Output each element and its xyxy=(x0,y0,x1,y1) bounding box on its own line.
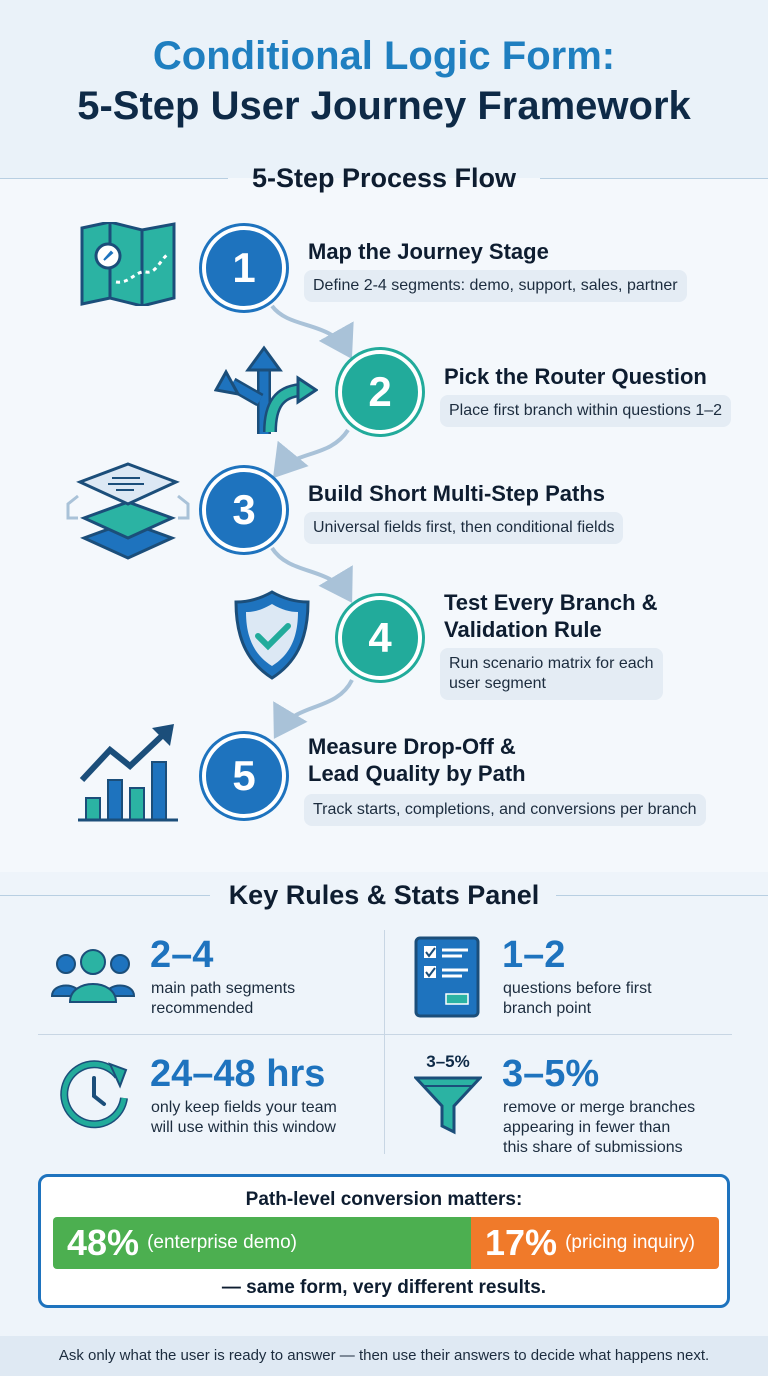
conversion-footer: — same form, very different results. xyxy=(221,1277,547,1298)
stacked-layers-icon xyxy=(64,460,192,560)
enterprise-rate: 48% xyxy=(67,1222,140,1263)
pricing-rate: 17% xyxy=(485,1222,558,1263)
step-1-title: Map the Journey Stage xyxy=(308,239,549,264)
map-compass-icon xyxy=(80,222,176,306)
stat-retention-desc: only keep fields your team will use within this window xyxy=(151,1099,337,1136)
bar-chart-trend-icon xyxy=(78,722,180,822)
stat-segments-value: 2–4 xyxy=(150,934,214,976)
enterprise-label: (enterprise demo) xyxy=(147,1232,298,1253)
stat-questions-value: 1–2 xyxy=(502,934,566,976)
stat-threshold-value: 3–5% xyxy=(502,1053,600,1095)
step-3-detail: Universal fields first, then conditional fields xyxy=(304,512,623,544)
step-3-number: 3 xyxy=(202,468,286,552)
process-heading: 5-Step Process Flow xyxy=(0,163,768,193)
conversion-title: Path-level conversion matters: xyxy=(245,1189,523,1210)
step-1-number: 1 xyxy=(202,226,286,310)
connector-2-3 xyxy=(278,430,348,472)
stat-retention-value: 24–48 hrs xyxy=(150,1053,326,1095)
users-group-icon xyxy=(50,948,136,1004)
step-2-number: 2 xyxy=(338,350,422,434)
stat-questions-desc: questions before first branch point xyxy=(503,980,652,1017)
page-title: Conditional Logic Form: xyxy=(152,34,616,78)
branch-arrows-icon xyxy=(214,344,318,434)
step-3-title: Build Short Multi-Step Paths xyxy=(308,481,605,506)
connector-3-4 xyxy=(272,548,348,596)
stat-segments-desc: main path segments recommended xyxy=(151,980,296,1017)
conversion-callout xyxy=(38,1174,730,1308)
footer-tagline: Ask only what the user is ready to answer — then use their answers to decide what happens next. xyxy=(0,1336,768,1376)
shield-check-icon xyxy=(232,590,312,680)
page-subtitle: 5-Step User Journey Framework xyxy=(77,84,691,128)
conversion-bar-pricing xyxy=(471,1217,719,1269)
stat-threshold-desc: remove or merge branches appearing in fewer than this share of submissions xyxy=(503,1099,696,1156)
step-5-detail: Track starts, completions, and conversions per branch xyxy=(304,794,706,826)
checklist-icon xyxy=(414,936,480,1018)
connector-4-5 xyxy=(278,680,352,732)
funnel-icon-label: 3–5% xyxy=(426,1052,470,1071)
stats-divider-horizontal xyxy=(38,1034,732,1035)
stats-divider-vertical xyxy=(384,930,385,1154)
step-4-number: 4 xyxy=(338,596,422,680)
step-5-number: 5 xyxy=(202,734,286,818)
step-4-detail: Run scenario matrix for each user segment xyxy=(440,648,663,700)
step-5-title: Measure Drop-Off & Lead Quality by Path xyxy=(308,734,526,786)
step-2-detail: Place first branch within questions 1–2 xyxy=(440,395,731,427)
step-4-title: Test Every Branch & Validation Rule xyxy=(444,590,658,642)
clock-refresh-icon xyxy=(58,1058,132,1132)
step-1-detail: Define 2-4 segments: demo, support, sales, partner xyxy=(304,270,687,302)
conversion-bar-enterprise xyxy=(53,1217,471,1269)
funnel-icon xyxy=(414,1076,482,1136)
pricing-label: (pricing inquiry) xyxy=(565,1232,695,1253)
step-2-title: Pick the Router Question xyxy=(444,364,707,389)
stats-heading: Key Rules & Stats Panel xyxy=(0,880,768,910)
